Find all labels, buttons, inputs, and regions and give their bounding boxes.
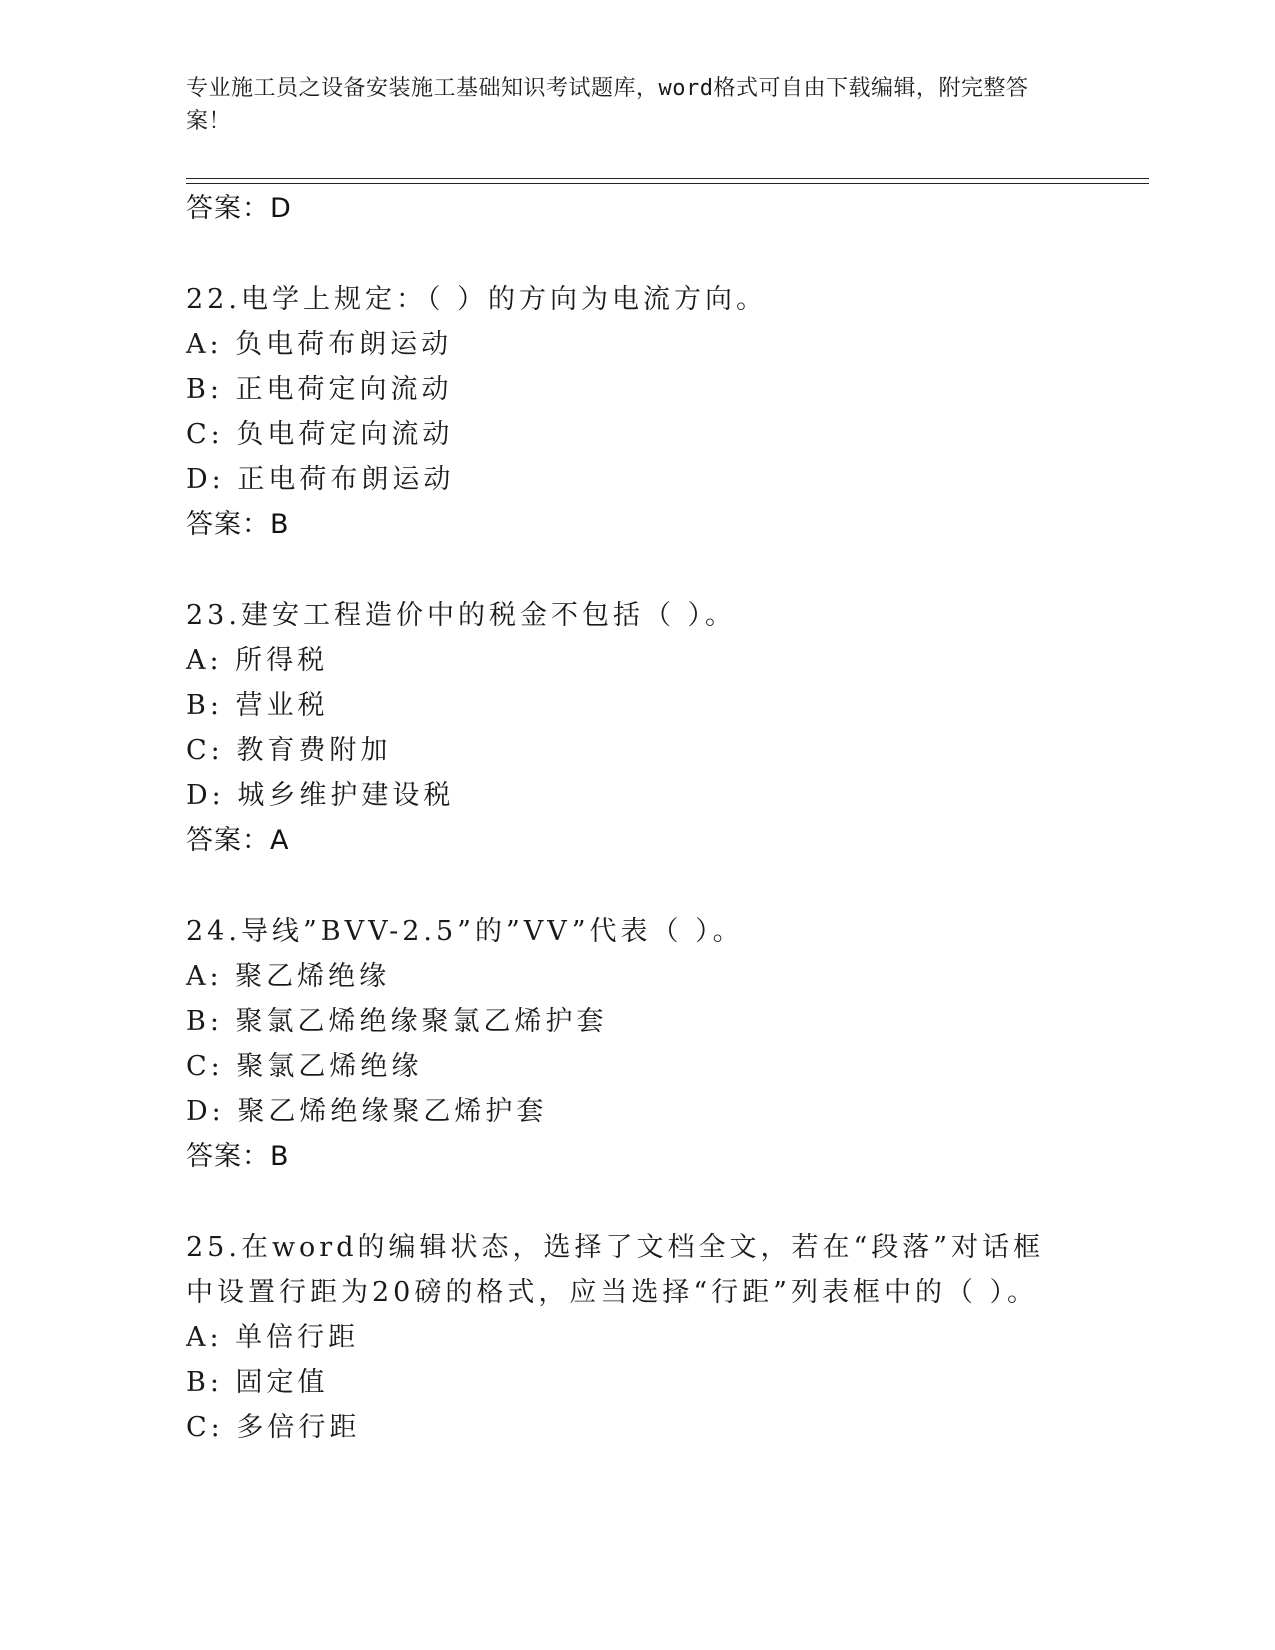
answer-line: 答案：D <box>186 193 292 224</box>
answer-line: 答案：B <box>186 1141 290 1172</box>
option-item: C: 教育费附加 <box>186 735 392 766</box>
block-spacer <box>186 1179 1146 1225</box>
answer-line: 答案：A <box>186 825 290 856</box>
option-item: C: 多倍行距 <box>186 1412 361 1443</box>
option-item: A: 负电荷布朗运动 <box>186 329 453 360</box>
option-item: B: 营业税 <box>186 690 329 721</box>
answer-line: 答案：B <box>186 509 290 540</box>
option-item: A: 所得税 <box>186 645 329 676</box>
header-rule-top <box>186 178 1149 179</box>
block-spacer <box>186 231 1146 277</box>
option-item: D: 城乡维护建设税 <box>186 780 455 811</box>
option-item: B: 聚氯乙烯绝缘聚氯乙烯护套 <box>186 1006 608 1037</box>
option-item: D: 正电荷布朗运动 <box>186 464 455 495</box>
block-spacer <box>186 547 1146 593</box>
option-item: A: 单倍行距 <box>186 1322 360 1353</box>
option-item: B: 正电荷定向流动 <box>186 374 453 405</box>
question-text: 22.电学上规定：（ ）的方向为电流方向。 <box>186 284 768 315</box>
question-text: 25.在word的编辑状态，选择了文档全文，若在“段落”对话框中设置行距为20磅的格式，应当选择“行距”列表框中的（ ）。 <box>186 1232 1045 1308</box>
option-item: D: 聚乙烯绝缘聚乙烯护套 <box>186 1096 548 1127</box>
option-item: C: 聚氯乙烯绝缘 <box>186 1051 423 1082</box>
document-header: 专业施工员之设备安装施工基础知识考试题库，word格式可自由下载编辑，附完整答案！ <box>186 76 1029 134</box>
question-list <box>186 186 1146 1450</box>
option-item: C: 负电荷定向流动 <box>186 419 454 450</box>
question-text: 24.导线”BVV-2.5”的”VV”代表（ ）。 <box>186 916 744 947</box>
header-rule-bottom <box>186 183 1149 184</box>
block-spacer <box>186 863 1146 909</box>
option-item: B: 固定值 <box>186 1367 329 1398</box>
option-item: A: 聚乙烯绝缘 <box>186 961 391 992</box>
question-text: 23.建安工程造价中的税金不包括（ ）。 <box>186 600 737 631</box>
